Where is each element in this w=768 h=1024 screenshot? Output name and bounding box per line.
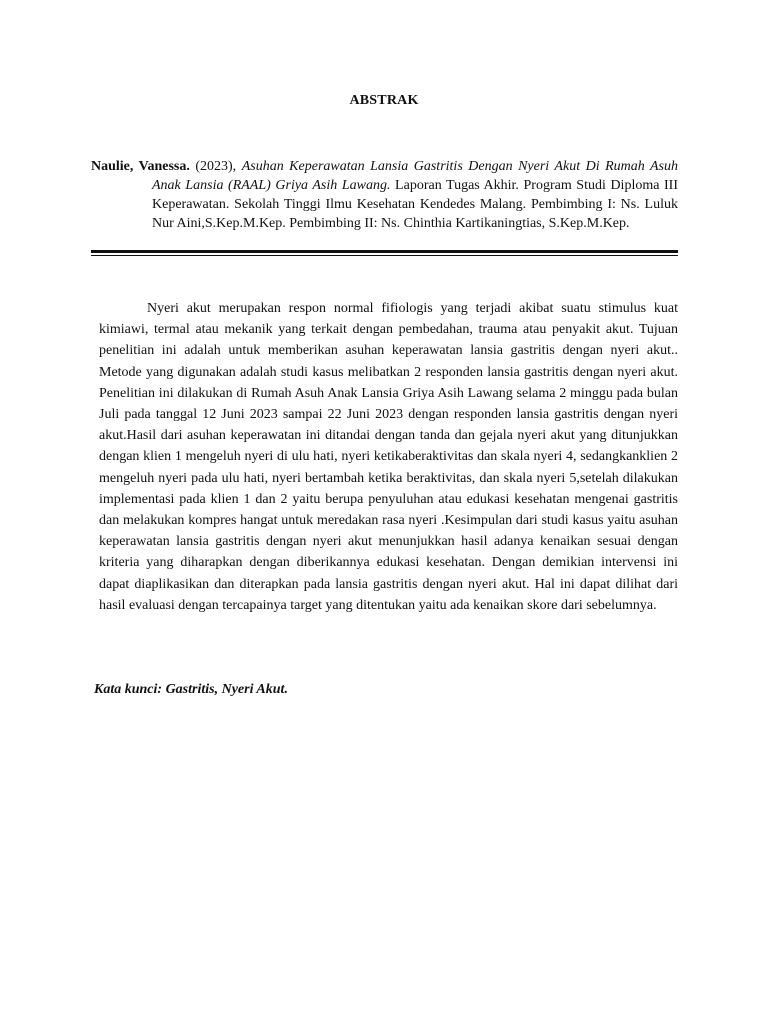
citation-year: (2023),	[195, 159, 237, 174]
abstract-body: Nyeri akut merupakan respon normal fifiologis yang terjadi akibat suatu stimulus kuat kimiawi, termal atau mekanik yang terkait dengan pembedahan, trauma atau penyakit akut. Tujuan penelitian ini adalah untuk memberikan asuhan keperawatan lansia gastritis dengan nyeri akut.. Metode yang digunakan adalah studi kasus melibatkan 2 responden lansia gastritis dengan nyeri akut. Penelitian ini dilakukan di Rumah Asuh Anak Lansia Griya Asih Lawang selama 2 minggu pada bulan Juli pada tanggal 12 Juni 2023 sampai 22 Juni 2023 dengan responden lansia gastritis dengan nyeri akut.Hasil dari asuhan keperawatan ini ditandai dengan tanda dan gejala nyeri akut yang ditunjukkan dengan klien 1 mengeluh nyeri di ulu hati, nyeri ketikaberaktivitas dan skala nyeri 4, sedangkanklien 2 mengeluh nyeri pada ulu hati, nyeri bertambah ketika beraktivitas, dan skala nyeri 5,setelah dilakukan implementasi pada klien 1 dan 2 yaitu berupa penyuluhan atau edukasi kesehatan mengenai gastritis dan melakukan kompres hangat untuk meredakan rasa nyeri .Kesimpulan dari studi kasus yaitu asuhan keperawatan lansia gastritis dengan nyeri akut menunjukkan hasil adanya kenaikan sesuai dengan kriteria yang diharapkan dengan diberikannya edukasi kesehatan. Dengan demikian intervensi ini dapat diaplikasikan dan diterapkan pada lansia gastritis dengan nyeri akut. Hal ini dapat dilihat dari hasil evaluasi dengan tercapainya target yang ditentukan yaitu ada kenaikan skore dari sebelumnya.	[99, 301, 678, 613]
divider-thin	[91, 255, 678, 256]
citation-details: Laporan Tugas Akhir. Program Studi Diploma III Keperawatan. Sekolah Tinggi Ilmu Kesehatan Kendedes Malang. Pembimbing I: Ns. Luluk Nur Aini,S.Kep.M.Kep. Pembimbing II: Ns. Chinthia Kartikaningtias, S.Kep.M.Kep.	[152, 178, 678, 231]
keywords: Kata kunci: Gastritis, Nyeri Akut.	[94, 682, 288, 697]
citation-author: Naulie, Vanessa.	[91, 159, 190, 174]
page-title: ABSTRAK	[349, 93, 419, 108]
citation	[91, 157, 678, 233]
citation-title: Asuhan Keperawatan Lansia Gastritis Dengan Nyeri Akut Di Rumah Asuh Anak Lansia (RAAL) Griya Asih Lawang.	[152, 159, 678, 193]
divider-thick	[91, 250, 678, 253]
